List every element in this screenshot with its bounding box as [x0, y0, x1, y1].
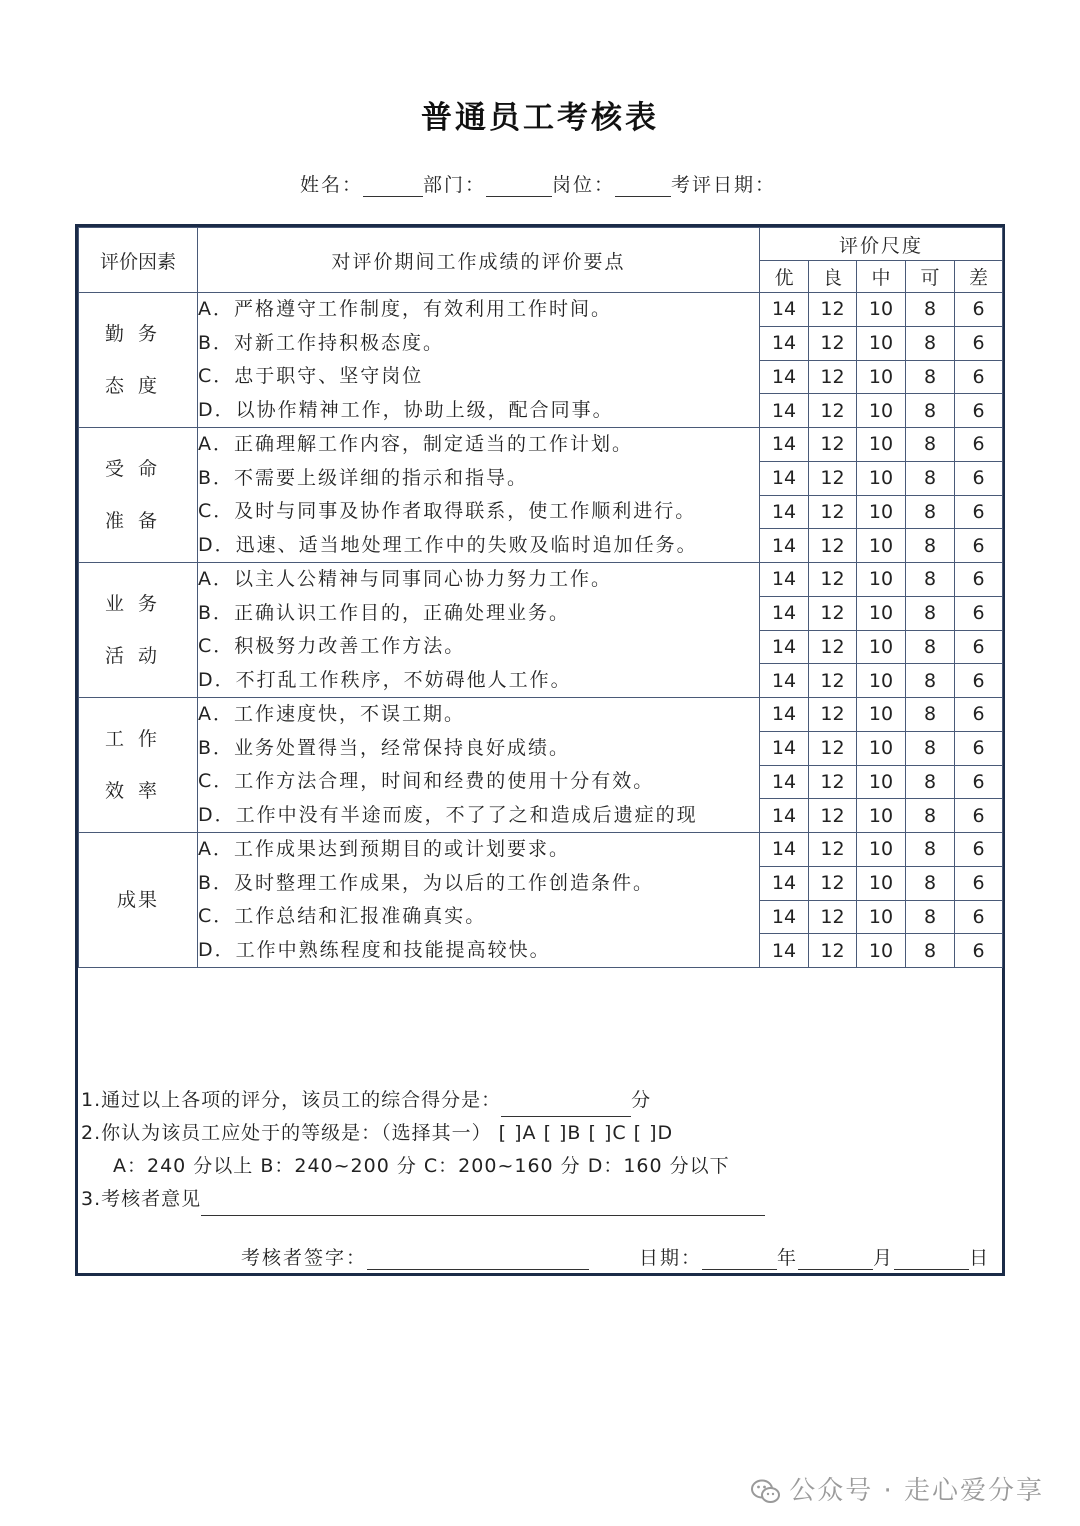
score-option[interactable]: 8 [906, 360, 955, 394]
score-option[interactable]: 6 [955, 866, 1003, 900]
month-field[interactable] [798, 1247, 873, 1270]
score-option[interactable]: 6 [955, 495, 1003, 529]
evaluation-point: B．及时整理工作成果，为以后的工作创造条件。 [198, 871, 655, 894]
score-option[interactable]: 8 [906, 529, 955, 563]
score-option[interactable]: 10 [857, 934, 906, 968]
year-field[interactable] [702, 1247, 777, 1270]
score-option[interactable]: 8 [906, 394, 955, 428]
signature-line [241, 1243, 990, 1270]
total-score-field[interactable] [501, 1094, 631, 1117]
page-title: 普通员工考核表 [421, 100, 659, 136]
grade-choice[interactable]: 2.你认为该员工应处于的等级是：（选择其一） [ ]A [ ]B [ ]C [ ]D [81, 1122, 674, 1144]
level-excellent: 优 [760, 261, 809, 293]
score-option[interactable]: 12 [809, 495, 857, 529]
evaluation-point: D．工作中熟练程度和技能提高较快。 [198, 938, 551, 961]
score-option[interactable]: 8 [906, 428, 955, 462]
factor-cell [79, 563, 198, 698]
watermark-text: 公众号 · 走心爱分享 [789, 1476, 1044, 1506]
factor-cell [79, 698, 198, 833]
table-row [79, 833, 1003, 867]
score-option[interactable]: 6 [955, 833, 1003, 867]
wechat-icon [751, 1479, 781, 1505]
score-option[interactable]: 10 [857, 664, 906, 698]
score-option[interactable]: 14 [760, 731, 809, 765]
score-option[interactable]: 10 [857, 394, 906, 428]
score-option[interactable]: 10 [857, 428, 906, 462]
score-option[interactable]: 10 [857, 326, 906, 360]
score-option[interactable]: 6 [955, 529, 1003, 563]
dept-label: 部门： [423, 174, 487, 196]
score-option[interactable]: 14 [760, 326, 809, 360]
evaluation-point: C．忠于职守、坚守岗位 [198, 365, 424, 387]
score-option[interactable]: 12 [809, 394, 857, 428]
sign-date-label: 日期： [639, 1247, 703, 1269]
factor-line: 准备 [104, 510, 171, 532]
header-factor: 评价因素 [79, 228, 198, 293]
score-option[interactable]: 14 [760, 799, 809, 833]
factor-line: 态度 [104, 375, 171, 397]
score-option[interactable]: 14 [760, 461, 809, 495]
score-option[interactable]: 14 [760, 934, 809, 968]
score-option[interactable]: 8 [906, 866, 955, 900]
score-option[interactable]: 14 [760, 394, 809, 428]
score-option[interactable]: 8 [906, 326, 955, 360]
name-label: 姓名： [300, 174, 364, 196]
score-option[interactable]: 12 [809, 664, 857, 698]
signer-field[interactable] [367, 1247, 589, 1270]
score-option[interactable]: 6 [955, 698, 1003, 732]
grade-legend: A：240 分以上 B：240~200 分 C：200~160 分 D：160 分以下 [113, 1155, 730, 1177]
score-option[interactable]: 10 [857, 563, 906, 597]
header-scale: 评价尺度 [760, 228, 1003, 261]
score-option[interactable]: 6 [955, 596, 1003, 630]
score-option[interactable]: 8 [906, 495, 955, 529]
score-option[interactable]: 14 [760, 495, 809, 529]
year-label: 年 [777, 1247, 799, 1269]
score-option[interactable]: 12 [809, 630, 857, 664]
evaluation-point: A．工作成果达到预期目的或计划要求。 [198, 838, 570, 860]
info-line [300, 170, 776, 197]
summary-section [81, 1084, 765, 1216]
evaluation-point: D．工作中没有半途而废，不了了之和造成后遗症的现 [198, 803, 698, 826]
score-option[interactable]: 14 [760, 596, 809, 630]
score-option[interactable]: 8 [906, 630, 955, 664]
post-label: 岗位： [552, 174, 616, 196]
score-option[interactable]: 14 [760, 900, 809, 934]
header-points: 对评价期间工作成绩的评价要点 [198, 228, 760, 293]
score-option[interactable]: 6 [955, 461, 1003, 495]
score-option[interactable]: 8 [906, 731, 955, 765]
level-good: 良 [809, 261, 857, 293]
score-option[interactable]: 14 [760, 563, 809, 597]
score-option[interactable]: 10 [857, 866, 906, 900]
score-option[interactable]: 10 [857, 698, 906, 732]
score-option[interactable]: 8 [906, 900, 955, 934]
score-option[interactable]: 10 [857, 596, 906, 630]
reviewer-opinion-label: 3.考核者意见 [81, 1188, 202, 1210]
level-fair: 可 [906, 261, 955, 293]
factor-line: 活动 [104, 645, 171, 667]
score-option[interactable]: 8 [906, 664, 955, 698]
table-row [79, 698, 1003, 732]
score-option[interactable]: 6 [955, 293, 1003, 327]
evaluation-form [75, 224, 1005, 1276]
level-poor: 差 [955, 261, 1003, 293]
evaluation-point: D．迅速、适当地处理工作中的失败及临时追加任务。 [198, 533, 698, 556]
score-option[interactable]: 10 [857, 293, 906, 327]
score-option[interactable]: 12 [809, 360, 857, 394]
score-option[interactable]: 12 [809, 596, 857, 630]
evaluation-point: A．正确理解工作内容，制定适当的工作计划。 [198, 433, 633, 455]
score-option[interactable]: 12 [809, 866, 857, 900]
score-option[interactable]: 14 [760, 529, 809, 563]
dept-field[interactable] [486, 176, 552, 197]
table-row [79, 293, 1003, 327]
factor-line: 受命 [104, 458, 171, 480]
evaluation-point: B．业务处置得当，经常保持良好成绩。 [198, 736, 571, 759]
score-option[interactable]: 10 [857, 799, 906, 833]
points-cell [198, 833, 760, 968]
score-option[interactable]: 12 [809, 765, 857, 799]
post-field[interactable] [615, 176, 671, 197]
score-option[interactable]: 10 [857, 495, 906, 529]
score-option[interactable]: 6 [955, 326, 1003, 360]
score-option[interactable]: 12 [809, 833, 857, 867]
evaluation-point: C．及时与同事及协作者取得联系，使工作顺利进行。 [198, 500, 697, 522]
day-label: 日 [969, 1247, 991, 1269]
score-option[interactable]: 14 [760, 664, 809, 698]
score-option[interactable]: 6 [955, 394, 1003, 428]
score-option[interactable]: 8 [906, 563, 955, 597]
table-row [79, 563, 1003, 597]
score-option[interactable]: 10 [857, 731, 906, 765]
score-option[interactable]: 10 [857, 461, 906, 495]
month-label: 月 [873, 1247, 895, 1269]
factor-line: 业务 [104, 593, 171, 615]
score-option[interactable]: 10 [857, 765, 906, 799]
score-option[interactable]: 12 [809, 934, 857, 968]
score-option[interactable]: 14 [760, 833, 809, 867]
score-option[interactable]: 8 [906, 596, 955, 630]
factor-line: 效率 [104, 780, 171, 802]
evaluation-point: B．正确认识工作目的，正确处理业务。 [198, 601, 571, 624]
evaluation-point: B．对新工作持积极态度。 [198, 331, 445, 354]
score-option[interactable]: 8 [906, 833, 955, 867]
evaluation-point: C．工作方法合理，时间和经费的使用十分有效。 [198, 770, 655, 792]
score-option[interactable]: 12 [809, 428, 857, 462]
score-option[interactable]: 14 [760, 360, 809, 394]
day-field[interactable] [894, 1247, 969, 1270]
score-option[interactable]: 6 [955, 765, 1003, 799]
watermark [751, 1470, 1044, 1507]
reviewer-opinion-field[interactable] [201, 1193, 765, 1216]
total-score-label: 1.通过以上各项的评分，该员工的综合得分是： [81, 1089, 502, 1111]
score-option[interactable]: 12 [809, 563, 857, 597]
score-option[interactable]: 10 [857, 833, 906, 867]
score-option[interactable]: 6 [955, 731, 1003, 765]
score-option[interactable]: 8 [906, 293, 955, 327]
score-option[interactable]: 6 [955, 360, 1003, 394]
score-option[interactable]: 10 [857, 360, 906, 394]
points-cell [198, 563, 760, 698]
evaluation-point: C．工作总结和汇报准确真实。 [198, 905, 487, 927]
points-cell [198, 428, 760, 563]
score-option[interactable]: 14 [760, 630, 809, 664]
score-option[interactable]: 14 [760, 866, 809, 900]
score-option[interactable]: 8 [906, 461, 955, 495]
evaluation-point: D．以协作精神工作，协助上级，配合同事。 [198, 398, 614, 421]
score-option[interactable]: 8 [906, 934, 955, 968]
points-cell [198, 293, 760, 428]
score-option[interactable]: 12 [809, 731, 857, 765]
factor-cell [79, 293, 198, 428]
score-option[interactable]: 6 [955, 900, 1003, 934]
score-option[interactable]: 12 [809, 799, 857, 833]
score-option[interactable]: 10 [857, 630, 906, 664]
score-option[interactable]: 6 [955, 428, 1003, 462]
evaluation-table [78, 227, 1003, 968]
factor-line: 工作 [104, 728, 171, 750]
score-option[interactable]: 12 [809, 900, 857, 934]
score-option[interactable]: 8 [906, 799, 955, 833]
score-option[interactable]: 6 [955, 630, 1003, 664]
table-row [79, 428, 1003, 462]
score-option[interactable]: 14 [760, 698, 809, 732]
evaluation-point: A．以主人公精神与同事同心协力努力工作。 [198, 568, 612, 590]
factor-line: 成果 [116, 889, 159, 911]
score-option[interactable]: 8 [906, 698, 955, 732]
total-score-unit: 分 [631, 1089, 652, 1111]
name-field[interactable] [363, 176, 423, 197]
date-label: 考评日期： [671, 174, 777, 196]
score-option[interactable]: 12 [809, 293, 857, 327]
signer-label: 考核者签字： [241, 1247, 368, 1269]
level-average: 中 [857, 261, 906, 293]
score-option[interactable]: 6 [955, 934, 1003, 968]
factor-cell [79, 833, 198, 968]
score-option[interactable]: 12 [809, 698, 857, 732]
evaluation-point: A．工作速度快，不误工期。 [198, 703, 465, 725]
factor-line: 勤务 [104, 323, 171, 345]
score-option[interactable]: 14 [760, 293, 809, 327]
score-option[interactable]: 12 [809, 461, 857, 495]
factor-cell [79, 428, 198, 563]
score-option[interactable]: 6 [955, 563, 1003, 597]
evaluation-point: A．严格遵守工作制度，有效利用工作时间。 [198, 298, 612, 320]
score-option[interactable]: 8 [906, 765, 955, 799]
score-option[interactable]: 10 [857, 529, 906, 563]
evaluation-point: C．积极努力改善工作方法。 [198, 635, 466, 657]
points-cell [198, 698, 760, 833]
score-option[interactable]: 12 [809, 326, 857, 360]
score-option[interactable]: 12 [809, 529, 857, 563]
score-option[interactable]: 14 [760, 765, 809, 799]
score-option[interactable]: 6 [955, 799, 1003, 833]
score-option[interactable]: 6 [955, 664, 1003, 698]
score-option[interactable]: 10 [857, 900, 906, 934]
evaluation-point: B．不需要上级详细的指示和指导。 [198, 466, 529, 489]
score-option[interactable]: 14 [760, 428, 809, 462]
evaluation-point: D．不打乱工作秩序，不妨碍他人工作。 [198, 668, 572, 691]
